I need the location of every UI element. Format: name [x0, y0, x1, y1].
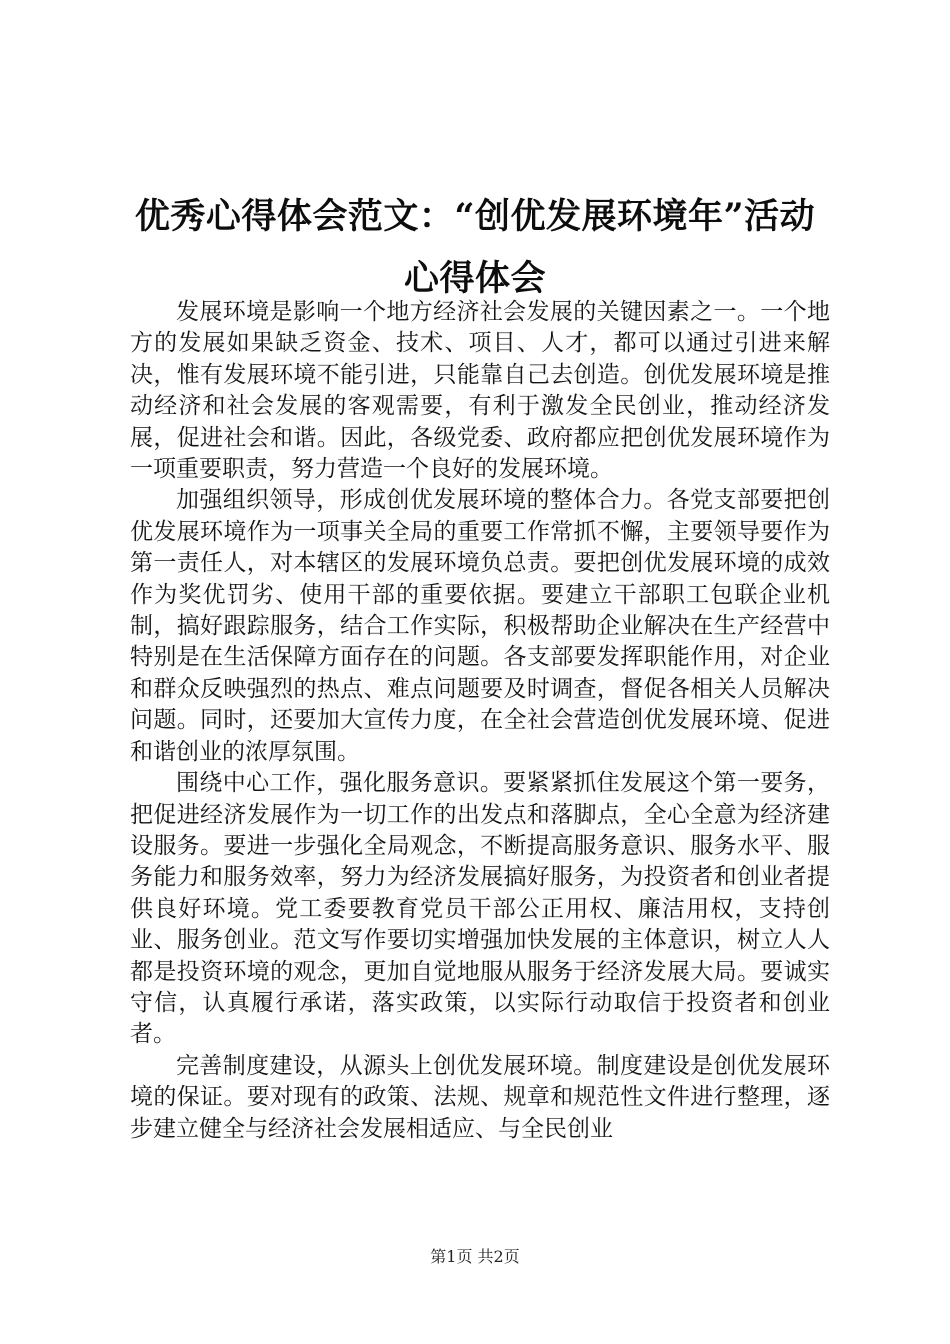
paragraph-3: 围绕中心工作，强化服务意识。要紧紧抓住发展这个第一要务，把促进经济发展作为一切工作的出发点和落脚点，全心全意为经济建设服务。要进一步强化全局观念，不断提高服务意识、服务水平、服务能力和服务效率，努力为经济发展搞好服务，为投资者和创业者提供良好环境。党工委要教育党员干部公正用权、廉洁用权，支持创业、服务创业。范文写作要切实增强加快发展的主体意识，树立人人都是投资环境的观念，更加自觉地服从服务于经济发展大局。要诚实守信，认真履行承诺，落实政策，以实际行动取信于投资者和创业者。 [130, 770, 830, 1048]
page-number-footer: 第1页 共2页 [430, 1247, 520, 1266]
document-body [130, 297, 830, 1145]
paragraph-4: 完善制度建设，从源头上创优发展环境。制度建设是创优发展环境的保证。要对现有的政策、法规、规章和规范性文件进行整理，逐步建立健全与经济社会发展相适应、与全民创业 [130, 1052, 830, 1142]
document-title [120, 186, 830, 310]
paragraph-1: 发展环境是影响一个地方经济社会发展的关键因素之一。一个地方的发展如果缺乏资金、技术、项目、人才，都可以通过引进来解决，惟有发展环境不能引进，只能靠自己去创造。创优发展环境是推动经济和社会发展的客观需要，有利于激发全民创业，推动经济发展，促进社会和谐。因此，各级党委、政府都应把创优发展环境作为一项重要职责，努力营造一个良好的发展环境。 [130, 299, 830, 483]
title-line-1: 优秀心得体会范文：“创优发展环境年”活动 [134, 196, 816, 237]
paragraph-2: 加强组织领导，形成创优发展环境的整体合力。各党支部要把创优发展环境作为一项事关全局的重要工作常抓不懈，主要领导要作为第一责任人，对本辖区的发展环境负总责。要把创优发展环境的成效作为奖优罚劣、使用干部的重要依据。要建立干部职工包联企业机制，搞好跟踪服务，结合工作实际，积极帮助企业解决在生产经营中特别是在生活保障方面存在的问题。各支部要发挥职能作用，对企业和群众反映强烈的热点、难点问题要及时调查，督促各相关人员解决问题。同时，还要加大宣传力度，在全社会营造创优发展环境、促进和谐创业的浓厚氛围。 [130, 487, 830, 765]
title-line-2: 心得体会 [403, 258, 546, 299]
